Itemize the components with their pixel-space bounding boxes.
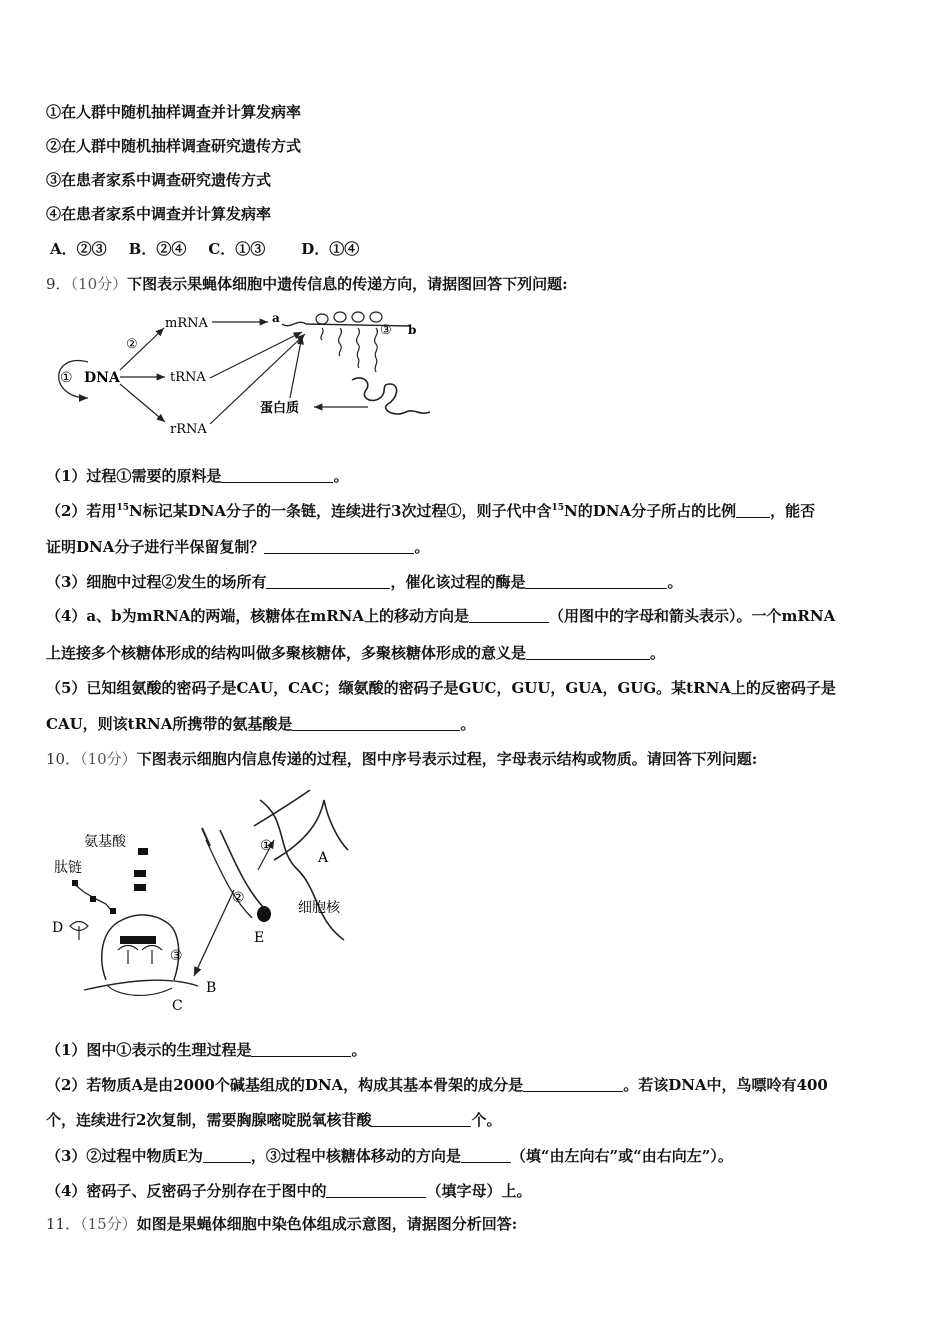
- answer-blank[interactable]: [326, 1182, 426, 1198]
- q11-stem: 如图是果蝇体细胞中染色体组成示意图，请据图分析回答:: [136, 1215, 518, 1233]
- q9-p3-end: 。: [667, 573, 683, 591]
- enzyme-e: [257, 906, 271, 922]
- answer-blank[interactable]: [525, 573, 667, 589]
- q10-p4-text-a: （4）密码子、反密码子分别存在于图中的: [46, 1182, 327, 1200]
- q9-p5-end: 。: [460, 715, 476, 733]
- q10-stem: 下图表示细胞内信息传递的过程，图中序号表示过程，字母表示结构或物质。请回答下列问题:: [136, 750, 758, 768]
- q10-p1-end: 。: [351, 1041, 367, 1059]
- label-circle-1: ①: [260, 838, 273, 854]
- q8-option-2: ②在人群中随机抽样调查研究遗传方式: [46, 137, 302, 155]
- label-b: b: [408, 323, 417, 337]
- q8-option-1: ①在人群中随机抽样调查并计算发病率: [46, 103, 302, 121]
- label-amino-acid: 氨基酸: [84, 834, 126, 850]
- q10-p2-text-a: （2）若物质A是由2000个碱基组成的DNA，构成其基本骨架的成分是: [46, 1076, 524, 1094]
- label-mrna: mRNA: [165, 316, 208, 331]
- q10-header: [46, 749, 757, 769]
- label-circle-3: ③: [380, 323, 392, 338]
- label-peptide: 肽链: [54, 860, 82, 876]
- choice-b: B．②④: [128, 240, 187, 258]
- label-a: A: [318, 850, 329, 866]
- label-circle-2: ②: [232, 890, 245, 906]
- q9-p1-text: （1）过程①需要的原料是: [46, 467, 222, 485]
- answer-blank[interactable]: [526, 644, 650, 660]
- label-circle-1: ①: [60, 370, 73, 386]
- q10-p2-text-c: 个，连续进行2次复制，需要胸腺嘧啶脱氧核苷酸: [46, 1111, 372, 1129]
- answer-blank[interactable]: [469, 607, 549, 623]
- q9-p1-end: 。: [333, 467, 349, 485]
- q11-points: （15分）: [80, 1215, 137, 1233]
- q9-p2-text-c: N的DNA分子所占的比例: [564, 502, 737, 520]
- q9-figure: [40, 300, 440, 440]
- protein-chain: [352, 378, 430, 414]
- q9-p2-text-a: （2）若用: [46, 502, 117, 520]
- q9-p4-text-a: （4）a、b为mRNA的两端，核糖体在mRNA上的移动方向是: [46, 607, 470, 625]
- q9-p3-text-b: ，催化该过程的酶是: [390, 573, 526, 591]
- mrna-b: [84, 980, 198, 990]
- label-c: C: [172, 998, 183, 1014]
- q10-p3-text-a: （3）②过程中物质E为: [46, 1147, 203, 1165]
- q9-points: （10分）: [70, 275, 128, 293]
- q9-p5-text-b: CAU，则该tRNA所携带的氨基酸是: [46, 715, 293, 733]
- q9-p2-end: 。: [414, 538, 430, 556]
- choice-a: A．②③: [50, 240, 107, 258]
- label-protein: 蛋白质: [260, 401, 300, 416]
- q9-part5: [46, 678, 836, 698]
- q10-part2-cont: [46, 1110, 501, 1130]
- q10-part2: [46, 1075, 828, 1095]
- label-circle-3: ③: [170, 948, 183, 964]
- q9-p4-text-c: 上连接多个核糖体形成的结构叫做多聚核糖体，多聚核糖体形成的意义是: [46, 644, 527, 662]
- q9-part1: [46, 466, 348, 486]
- q8-choices: [50, 239, 359, 259]
- q10-p3-end: （填“由左向右”或“由右向左”）。: [510, 1147, 733, 1165]
- q9-p5-text-a: （5）已知组氨酸的密码子是CAU，CAC；缬氨酸的密码子是GUC，GUU，GUA，GUG。某tRNA上的反密码子是: [46, 679, 836, 697]
- q9-p2-text-e: 证明DNA分子进行半保留复制？: [46, 538, 265, 556]
- label-b: B: [206, 980, 217, 996]
- q9-p2-text-b: N标记某DNA分子的一条链，连续进行3次过程①，则子代中含: [128, 502, 552, 520]
- q10-points: （10分）: [80, 750, 137, 768]
- q10-p2-text-b: 。若该DNA中，鸟嘌呤有400: [623, 1076, 828, 1094]
- label-circle-2: ②: [126, 337, 138, 352]
- label-nucleus: 细胞核: [298, 900, 340, 916]
- answer-blank[interactable]: [251, 1041, 351, 1057]
- answer-blank[interactable]: [736, 502, 770, 518]
- q8-option-3: ③在患者家系中调查研究遗传方式: [46, 171, 272, 189]
- q10-figure: [48, 780, 368, 1020]
- q10-p2-end: 个。: [471, 1111, 502, 1129]
- q9-header: [46, 274, 568, 294]
- q9-p3-text-a: （3）细胞中过程②发生的场所有: [46, 573, 267, 591]
- q9-p2-text-d: ，能否: [770, 502, 816, 520]
- q9-part2-cont: [46, 537, 429, 557]
- q11-number: 11．: [46, 1215, 81, 1233]
- q9-p2-sup1: 15: [116, 503, 129, 513]
- q9-number: 9．: [46, 275, 71, 293]
- q9-part2: [46, 501, 815, 521]
- answer-blank[interactable]: [371, 1111, 471, 1127]
- q10-p4-end: （填字母）上。: [426, 1182, 532, 1200]
- answer-blank[interactable]: [264, 538, 414, 554]
- q10-part4: [46, 1181, 531, 1201]
- choice-d: D．①④: [301, 240, 360, 258]
- q9-part4: [46, 606, 835, 626]
- answer-blank[interactable]: [221, 467, 333, 483]
- choice-c: C．①③: [208, 240, 266, 258]
- answer-blank[interactable]: [292, 715, 460, 731]
- answer-blank[interactable]: [203, 1147, 251, 1163]
- q11-header: [46, 1214, 517, 1234]
- answer-blank[interactable]: [461, 1147, 511, 1163]
- q9-p4-end: 。: [650, 644, 666, 662]
- dna-helix-a: [260, 800, 344, 940]
- label-trna: tRNA: [170, 370, 206, 385]
- q10-p3-text-b: ，③过程中核糖体移动的方向是: [250, 1147, 461, 1165]
- label-dna: DNA: [84, 370, 120, 386]
- ribosome: [102, 915, 179, 980]
- label-a: a: [272, 311, 280, 325]
- answer-blank[interactable]: [523, 1076, 623, 1092]
- q9-part5-cont: [46, 714, 475, 734]
- q9-part4-cont: [46, 643, 665, 663]
- q10-p1-text: （1）图中①表示的生理过程是: [46, 1041, 252, 1059]
- answer-blank[interactable]: [266, 573, 390, 589]
- q10-number: 10．: [46, 750, 81, 768]
- label-d: D: [52, 920, 64, 936]
- q9-part3: [46, 572, 682, 592]
- label-e: E: [254, 930, 265, 946]
- q9-stem: 下图表示果蝇体细胞中遗传信息的传递方向，请据图回答下列问题:: [127, 275, 568, 293]
- q9-p2-sup2: 15: [551, 503, 565, 513]
- q9-p4-text-b: （用图中的字母和箭头表示）。一个mRNA: [549, 607, 836, 625]
- label-rrna: rRNA: [170, 422, 207, 437]
- q8-option-4: ④在患者家系中调查并计算发病率: [46, 205, 272, 223]
- q10-part3: [46, 1146, 733, 1166]
- q10-part1: [46, 1040, 366, 1060]
